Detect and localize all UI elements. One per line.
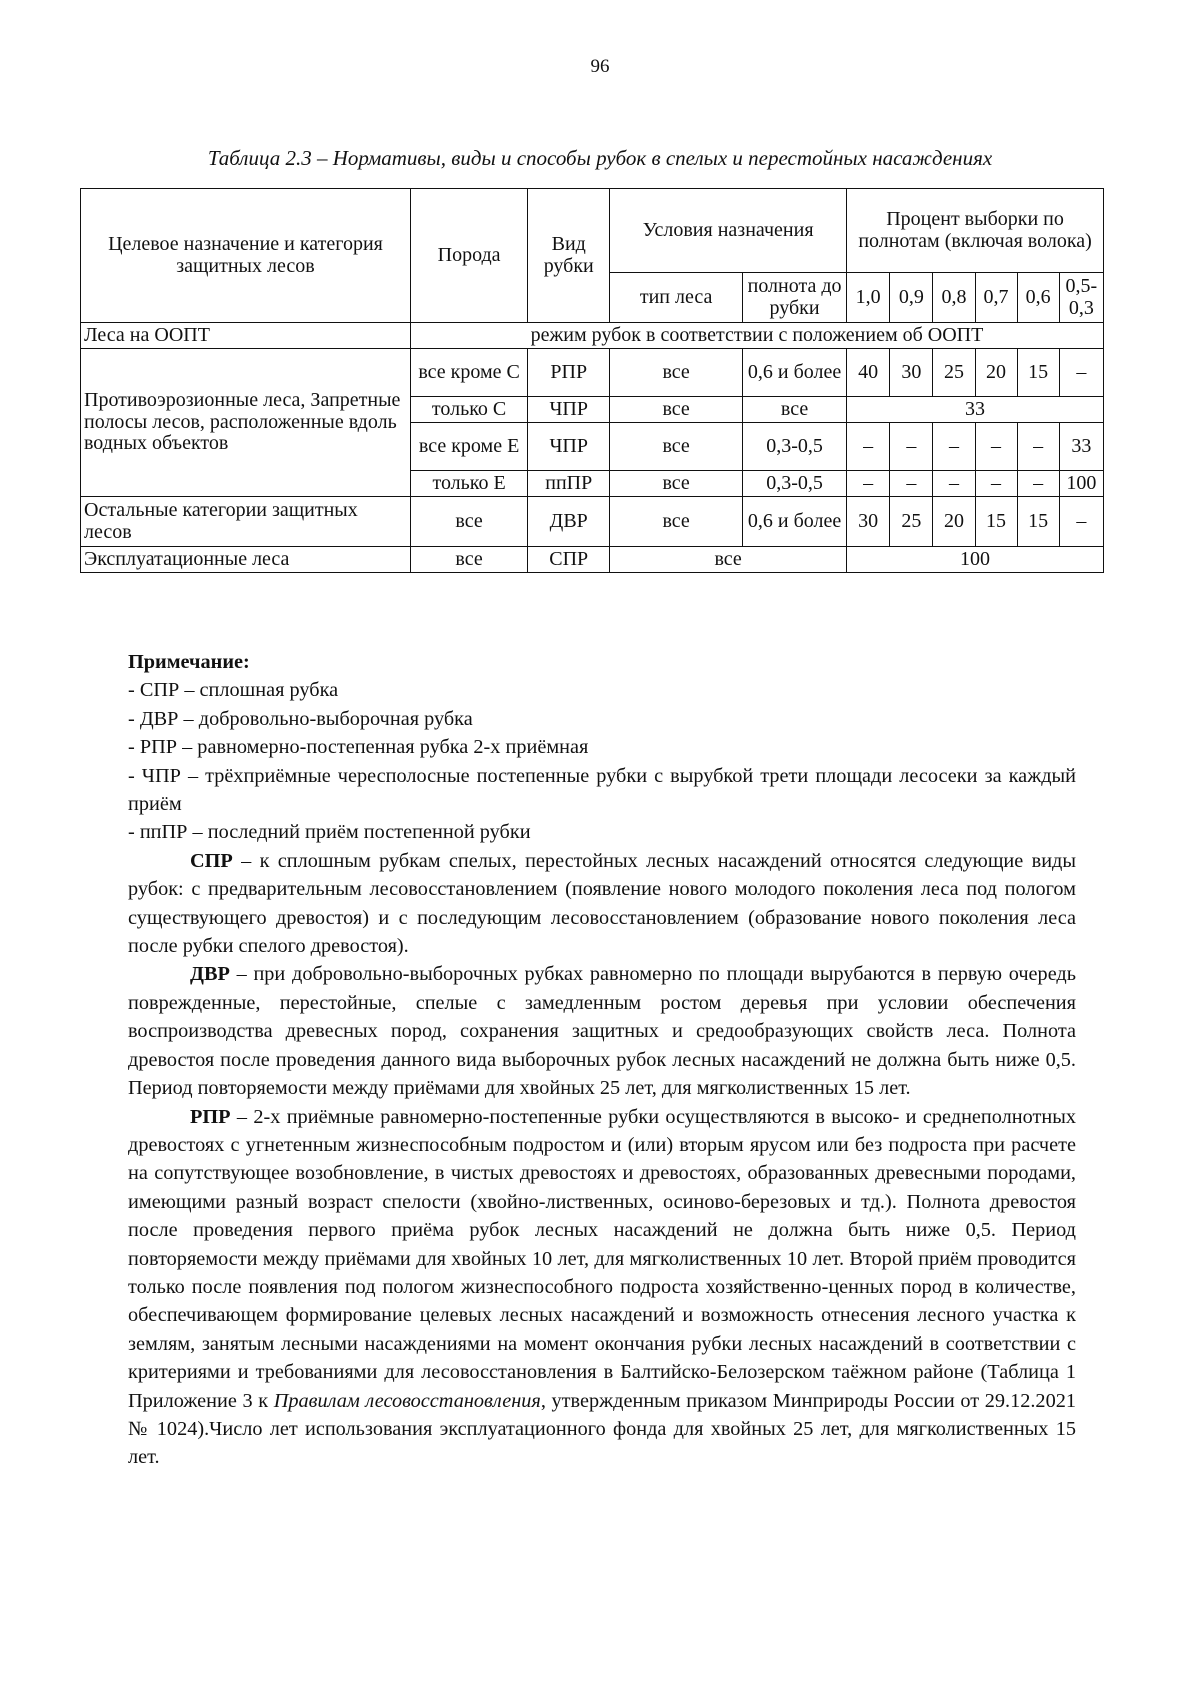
term-rpr: РПР xyxy=(190,1105,231,1128)
header-conditions: Условия назначения xyxy=(610,189,847,273)
cell-cut: ДВР xyxy=(528,497,610,547)
cell-density: все xyxy=(743,397,847,423)
header-density-0-7: 0,7 xyxy=(975,273,1017,323)
header-species: Порода xyxy=(410,189,527,323)
cell-value: – xyxy=(890,423,933,471)
cell-cut: ЧПР xyxy=(528,397,610,423)
header-cut-type: Вид рубки xyxy=(528,189,610,323)
cell-value: – xyxy=(933,423,975,471)
cell-cut: СПР xyxy=(528,547,610,573)
row-label-erosion: Противоэрозионные леса, Запретные полосы лесов, расположенные вдоль водных объектов xyxy=(81,349,411,497)
cell-forest-type: все xyxy=(610,497,743,547)
cell-value: 15 xyxy=(975,497,1017,547)
cell-species: все кроме С xyxy=(410,349,527,397)
cell-value: 20 xyxy=(975,349,1017,397)
paragraph-dvr xyxy=(128,960,1076,1102)
note-item: - СПР – сплошная рубка xyxy=(128,679,339,702)
cell-forest-type: все xyxy=(610,397,743,423)
cell-value: – xyxy=(933,471,975,497)
table-row xyxy=(81,497,1104,547)
cell-species: только С xyxy=(410,397,527,423)
header-density-0-5-0-3: 0,5-0,3 xyxy=(1059,273,1103,323)
cell-value: 30 xyxy=(847,497,890,547)
cell-value: – xyxy=(847,423,890,471)
paragraph-rpr xyxy=(128,1103,1076,1472)
cell-value: 100 xyxy=(1059,471,1103,497)
cell-value-all: 33 xyxy=(847,397,1104,423)
cell-conditions: все xyxy=(610,547,847,573)
cell-density: 0,3-0,5 xyxy=(743,471,847,497)
paragraph-rpr-text-a: – 2-х приёмные равномерно-постепенные рубки осуществляются в высоко- и среднеполнотных древостоях с угнетенным жизнеспособным подростом и (или) вторым ярусом или без подроста при расчете на сопутствующее возобновление, в чистых древостоях и древостоях, образованных древесными породами, имеющими разный возраст спелости (хвойно-лиственных, осиново-березовых и тд.). Полнота древостоя после проведения первого приёма рубок лесных насаждений не должна быть ниже 0,5. Период повторяемости между приёмами для хвойных 10 лет, для мягколиственных 10 лет. Второй приём проводится только после появления под пологом жизнеспособного подроста хозяйственно-ценных пород в количестве, обеспечивающем формирование целевых лесных насаждений и возможность отнесения лесного участка к землям, занятым лесными насаждениями на момент окончания рубки лесных насаждений в соответствии с критериями и требованиями для лесовосстановления в Балтийско-Белозерском таёжном районе (Таблица 1 Приложение 3 к xyxy=(128,1105,1076,1412)
note-item: - ЧПР – трёхприёмные чересполосные постепенные рубки с вырубкой трети площади лесосеки за каждый приём xyxy=(128,764,1076,816)
cell-value: – xyxy=(1017,423,1059,471)
cell-value: 33 xyxy=(1059,423,1103,471)
paragraph-spr xyxy=(128,847,1076,961)
paragraph-spr-text: – к сплошным рубкам спелых, перестойных лесных насаждений относятся следующие виды рубок: с предварительным лесовосстановлением (появление нового молодого поколения леса под пологом существующего древостоя) и с последующим лесовосстановлением (образование нового поколения леса после рубки спелого древостоя). xyxy=(128,849,1076,958)
row-label-oopt: Леса на ООПТ xyxy=(81,323,411,349)
header-percent: Процент выборки по полнотам (включая волока) xyxy=(847,189,1104,273)
cell-cut: ЧПР xyxy=(528,423,610,471)
header-forest-type: тип леса xyxy=(610,273,743,323)
cell-value: – xyxy=(975,471,1017,497)
table-row xyxy=(81,547,1104,573)
table-row xyxy=(81,323,1104,349)
cell-density: 0,6 и более xyxy=(743,349,847,397)
cell-value: – xyxy=(890,471,933,497)
cell-value: – xyxy=(1017,471,1059,497)
header-purpose: Целевое назначение и категория защитных лесов xyxy=(81,189,411,323)
cell-value: 25 xyxy=(933,349,975,397)
cell-forest-type: все xyxy=(610,471,743,497)
logging-norms-table xyxy=(80,188,1104,573)
header-density-1-0: 1,0 xyxy=(847,273,890,323)
cell-value: – xyxy=(847,471,890,497)
note-item: - ппПР – последний приём постепенной рубки xyxy=(128,821,531,844)
cell-value: 40 xyxy=(847,349,890,397)
cell-species: все xyxy=(410,547,527,573)
cell-forest-type: все xyxy=(610,349,743,397)
header-density-before: полнота до рубки xyxy=(743,273,847,323)
cell-species: все xyxy=(410,497,527,547)
cell-density: 0,3-0,5 xyxy=(743,423,847,471)
header-density-0-9: 0,9 xyxy=(890,273,933,323)
cell-value: – xyxy=(1059,349,1103,397)
header-density-0-6: 0,6 xyxy=(1017,273,1059,323)
table-row xyxy=(81,349,1104,397)
cell-forest-type: все xyxy=(610,423,743,471)
paragraph-rpr-text-b: , утвержденным приказом Минприроды России от 29.12.2021 № 1024).Число лет использования эксплуатационного фонда для хвойных 25 лет, для мягколиственных 15 лет. xyxy=(128,1389,1076,1469)
cell-value: 15 xyxy=(1017,497,1059,547)
term-spr: СПР xyxy=(190,849,233,872)
row-label-exploitation: Эксплуатационные леса xyxy=(81,547,411,573)
page-number: 96 xyxy=(590,56,610,77)
cell-value-all: 100 xyxy=(847,547,1104,573)
cell-value: 20 xyxy=(933,497,975,547)
table-header-row xyxy=(81,189,1104,273)
cell-cut: РПР xyxy=(528,349,610,397)
paragraph-rpr-italic: Правилам лесовосстановления xyxy=(273,1389,541,1412)
paragraph-dvr-text: – при добровольно-выборочных рубках равномерно по площади вырубаются в первую очередь поврежденные, перестойные, спелые с замедленным ростом деревья при условии обеспечения воспроизводства древесных пород, сохранения защитных и средообразующих свойств леса. Полнота древостоя после проведения данного вида выборочных рубок лесных насаждений не должна быть ниже 0,5. Период повторяемости между приёмами для хвойных 25 лет, для мягколиственных 15 лет. xyxy=(128,963,1076,1100)
note-item: - ДВР – добровольно-выборочная рубка xyxy=(128,707,473,730)
note-item: - РПР – равномерно-постепенная рубка 2-х приёмная xyxy=(128,736,589,759)
notes-section xyxy=(128,648,1076,1472)
row-label-other: Остальные категории защитных лесов xyxy=(81,497,411,547)
header-density-0-8: 0,8 xyxy=(933,273,975,323)
cell-value: – xyxy=(1059,497,1103,547)
cell-species: все кроме Е xyxy=(410,423,527,471)
cell-density: 0,6 и более xyxy=(743,497,847,547)
term-dvr: ДВР xyxy=(190,963,230,986)
row-oopt-text: режим рубок в соответствии с положением об ООПТ xyxy=(410,323,1103,349)
cell-species: только Е xyxy=(410,471,527,497)
table-caption: Таблица 2.3 – Нормативы, виды и способы рубок в спелых и перестойных насаждениях xyxy=(207,146,993,170)
cell-value: 25 xyxy=(890,497,933,547)
notes-title: Примечание: xyxy=(128,651,250,673)
cell-cut: ппПР xyxy=(528,471,610,497)
cell-value: 15 xyxy=(1017,349,1059,397)
cell-value: – xyxy=(975,423,1017,471)
cell-value: 30 xyxy=(890,349,933,397)
